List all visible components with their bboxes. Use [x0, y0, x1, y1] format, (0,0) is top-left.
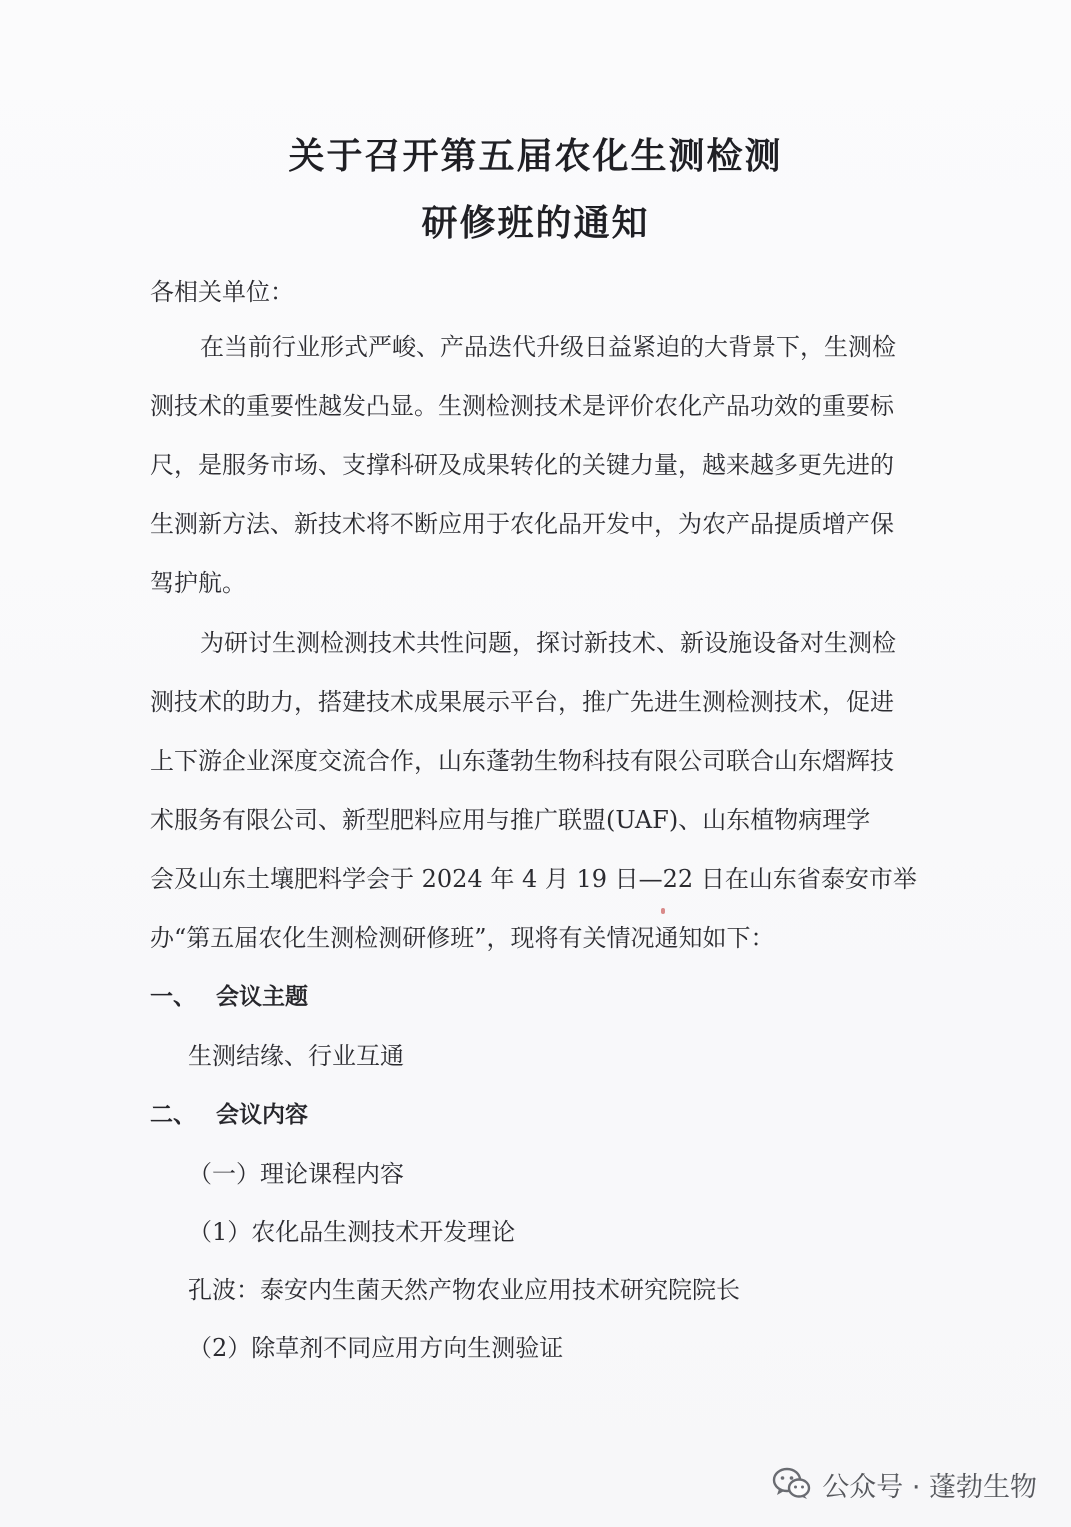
section2-item1-speaker: 孔波：泰安内生菌天然产物农业应用技术研究院院长: [188, 1276, 740, 1304]
paragraph2-line6: 办“第五届农化生测检测研修班”，现将有关情况通知如下：: [150, 924, 775, 952]
paragraph2-line5: 会及山东土壤肥料学会于 2024 年 4 月 19 日—22 日在山东省泰安市举: [150, 865, 917, 893]
paragraph1-line3: 尺，是服务市场、支撑科研及成果转化的关键力量，越来越多更先进的: [150, 451, 894, 479]
section2-heading: [150, 1098, 308, 1132]
paragraph1-line2: 测技术的重要性越发凸显。生测检测技术是评价农化产品功效的重要标: [150, 392, 894, 420]
section2-title: 会议内容: [216, 1102, 308, 1128]
paragraph2-line4: 术服务有限公司、新型肥料应用与推广联盟(UAF)、山东植物病理学: [150, 806, 871, 834]
paragraph2-line3: 上下游企业深度交流合作，山东蓬勃生物科技有限公司联合山东熠辉技: [150, 747, 894, 775]
section1-title: 会议主题: [216, 984, 308, 1010]
section1-number: 一、: [150, 984, 196, 1010]
paragraph2-line1: 为研讨生测检测技术共性问题，探讨新技术、新设施设备对生测检: [200, 629, 896, 657]
paper-mark: [661, 908, 665, 914]
document-title-line2: 研修班的通知: [421, 203, 650, 244]
watermark: [772, 1462, 1037, 1506]
section1-content: 生测结缘、行业互通: [188, 1042, 404, 1070]
section2-number: 二、: [150, 1102, 196, 1128]
section2-item1: （1）农化品生测技术开发理论: [188, 1218, 516, 1246]
section2-item2: （2）除草剂不同应用方向生测验证: [188, 1334, 564, 1362]
document-title-line1: 关于召开第五届农化生测检测: [288, 136, 783, 177]
section2-subheading: （一）理论课程内容: [188, 1160, 404, 1188]
paragraph1-line1: 在当前行业形式严峻、产品迭代升级日益紧迫的大背景下，生测检: [200, 333, 896, 361]
watermark-text: 公众号 · 蓬勃生物: [822, 1471, 1037, 1503]
wechat-icon: [772, 1466, 812, 1502]
paragraph1-line4: 生测新方法、新技术将不断应用于农化品开发中，为农产品提质增产保: [150, 510, 894, 538]
section1-heading: [150, 980, 308, 1014]
salutation: 各相关单位：: [150, 278, 294, 306]
paragraph2-line2: 测技术的助力，搭建技术成果展示平台，推广先进生测检测技术，促进: [150, 688, 894, 716]
paragraph1-line5: 驾护航。: [150, 569, 246, 597]
